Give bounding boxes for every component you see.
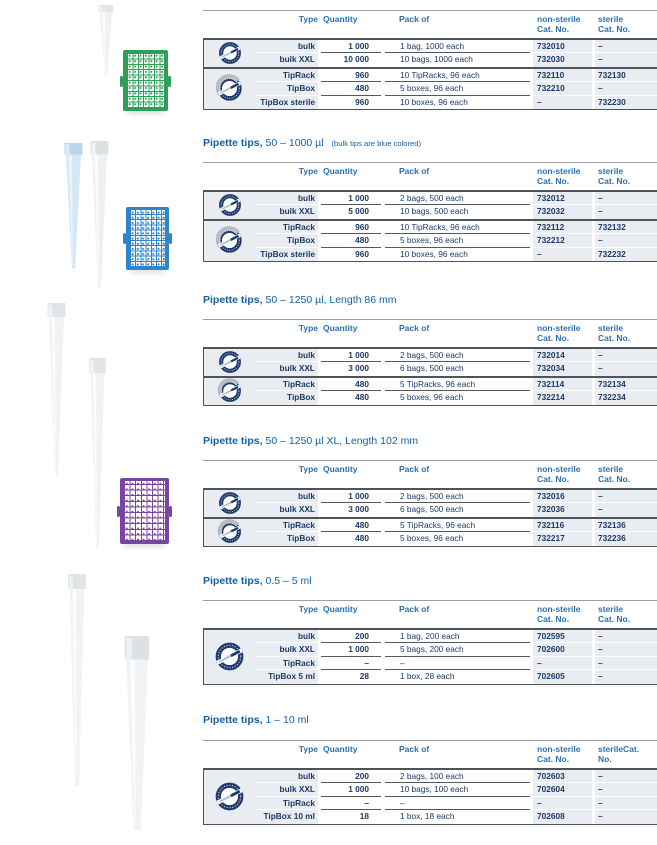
sterile-cat-no-cell: 732234 xyxy=(595,391,657,404)
non-sterile-cat-no-cell: – xyxy=(533,96,592,109)
type-cell: bulk xyxy=(255,630,318,643)
type-cell: bulk XXL xyxy=(255,643,318,656)
col-header-sterile: sterile Cat. No. xyxy=(598,14,631,34)
pack-of-cell: 10 boxes, 96 each xyxy=(400,248,468,259)
col-header-quantity: Quantity xyxy=(323,323,358,333)
quantity-cell: 28 xyxy=(359,671,369,682)
pipette-tip-medium-clear-image xyxy=(87,141,112,291)
non-sterile-cat-no-cell: 732112 xyxy=(533,221,592,234)
non-sterile-cat-no-cell: 702600 xyxy=(533,643,592,656)
quantity-cell: 1 000 xyxy=(321,490,381,503)
tiprack-blue-image xyxy=(126,207,169,270)
certified-quality-seal-icon xyxy=(204,192,255,219)
pack-of-cell: 2 bags, 100 each xyxy=(385,770,530,783)
quantity-cell: 480 xyxy=(321,234,381,247)
col-header-type: Type xyxy=(298,604,318,614)
col-header-non-sterile: non-sterile Cat. No. xyxy=(537,744,581,764)
sterile-cat-no-cell: 732232 xyxy=(595,248,657,261)
sterile-cat-no-cell: 732230 xyxy=(595,96,657,109)
type-cell: bulk xyxy=(255,490,318,503)
quantity-cell: 18 xyxy=(359,811,369,822)
sterile-cat-no-cell: – xyxy=(595,643,657,656)
type-cell: TipRack xyxy=(255,69,318,82)
bulk-group xyxy=(204,349,657,376)
pack-of-cell: 10 TipRacks, 96 each xyxy=(385,221,530,234)
bulk-group xyxy=(204,490,657,517)
type-cell: TipRack xyxy=(255,657,318,670)
pipette-tip-5ml-image xyxy=(64,574,90,788)
liquid-handling-quality-seal-icon xyxy=(204,69,255,109)
table-header xyxy=(203,319,657,347)
col-header-non-sterile: non-sterile Cat. No. xyxy=(537,166,581,186)
col-header-pack-of: Pack of xyxy=(399,604,430,614)
type-cell: bulk XXL xyxy=(255,205,318,218)
pack-of-cell: 1 box, 28 each xyxy=(400,671,455,682)
pipette-tip-long-86mm-image xyxy=(44,303,69,478)
rack-group xyxy=(204,67,657,109)
non-sterile-cat-no-cell: 702608 xyxy=(533,810,592,823)
quantity-cell: – xyxy=(321,657,381,670)
type-cell: bulk XXL xyxy=(255,362,318,375)
col-header-non-sterile: non-sterile Cat. No. xyxy=(537,14,581,34)
pack-of-cell: – xyxy=(385,797,530,810)
col-header-quantity: Quantity xyxy=(323,604,358,614)
sterile-cat-no-cell: – xyxy=(595,349,657,362)
non-sterile-cat-no-cell: 732012 xyxy=(533,192,592,205)
type-cell: TipRack xyxy=(255,221,318,234)
type-cell: TipBox sterile xyxy=(255,96,318,109)
pack-of-cell: 2 bags, 500 each xyxy=(385,349,530,362)
pack-of-cell: 10 boxes, 96 each xyxy=(400,96,468,107)
quantity-cell: 200 xyxy=(321,630,381,643)
pack-of-cell: 10 bags, 100 each xyxy=(385,783,530,796)
bulk-group xyxy=(204,770,657,824)
quantity-cell: 5 000 xyxy=(348,206,369,217)
pipette-tip-blue-image xyxy=(61,143,86,271)
type-cell: TipBox xyxy=(255,391,318,404)
non-sterile-cat-no-cell: 732034 xyxy=(533,362,592,375)
table-header xyxy=(203,740,657,768)
quantity-cell: 1 000 xyxy=(321,192,381,205)
type-cell: bulk XXL xyxy=(255,503,318,516)
col-header-pack-of: Pack of xyxy=(399,166,430,176)
table-title: Pipette tips, 50 – 1250 µl XL, Length 102 mm xyxy=(203,435,419,447)
table-title: Pipette tips, 1 – 10 ml xyxy=(203,714,309,726)
non-sterile-cat-no-cell: 732114 xyxy=(533,378,592,391)
col-header-quantity: Quantity xyxy=(323,14,358,24)
type-cell: TipRack xyxy=(255,378,318,391)
quantity-cell: 960 xyxy=(321,69,381,82)
quantity-cell: 480 xyxy=(321,378,381,391)
sterile-cat-no-cell: 732134 xyxy=(595,378,657,391)
bulk-group xyxy=(204,630,657,684)
pack-of-cell: 1 bag, 1000 each xyxy=(385,40,530,53)
col-header-sterile: sterile Cat. No. xyxy=(598,604,631,624)
non-sterile-cat-no-cell: 732110 xyxy=(533,69,592,82)
certified-quality-seal-icon xyxy=(204,490,255,517)
pack-of-cell: 6 bags, 500 each xyxy=(400,504,464,515)
tiprack-purple-image xyxy=(120,478,169,544)
pack-of-cell: 2 bags, 500 each xyxy=(385,490,530,503)
quantity-cell: 10 000 xyxy=(343,54,369,65)
col-header-type: Type xyxy=(298,14,318,24)
col-header-sterile: sterile Cat. No. xyxy=(598,464,631,484)
table-title: Pipette tips, 50 – 1000 µl (bulk tips are blue colored) xyxy=(203,137,422,149)
table-pipette-tips-05-5ml xyxy=(203,600,657,685)
table-pipette-tips-1-10ml xyxy=(203,740,657,825)
table-header xyxy=(203,460,657,488)
pipette-tip-10ml-image xyxy=(121,636,153,832)
table-pipette-tips-50-1000ul xyxy=(203,162,657,262)
table-header xyxy=(203,162,657,190)
type-cell: bulk xyxy=(255,192,318,205)
sterile-cat-no-cell: – xyxy=(595,670,657,683)
tiprack-green-image xyxy=(123,50,168,111)
table-pipette-tips-50-1250ul-86mm xyxy=(203,319,657,406)
quantity-cell: 1 000 xyxy=(321,349,381,362)
liquid-handling-quality-seal-icon xyxy=(204,221,255,261)
liquid-handling-quality-seal-icon xyxy=(204,378,255,405)
title-note: (bulk tips are blue colored) xyxy=(331,139,422,148)
type-cell: bulk xyxy=(255,40,318,53)
pack-of-cell: 5 TipRacks, 96 each xyxy=(385,519,530,532)
certified-quality-seal-icon xyxy=(204,770,255,824)
pack-of-cell: 5 bags, 200 each xyxy=(385,643,530,656)
quantity-cell: 480 xyxy=(355,392,369,403)
pack-of-cell: 10 TipRacks, 96 each xyxy=(385,69,530,82)
type-cell: bulk xyxy=(255,349,318,362)
pack-of-cell: 1 box, 18 each xyxy=(400,811,455,822)
sterile-cat-no-cell: 732236 xyxy=(595,532,657,545)
certified-quality-seal-icon xyxy=(204,630,255,684)
sterile-cat-no-cell: – xyxy=(595,192,657,205)
sterile-cat-no-cell: 732132 xyxy=(595,221,657,234)
sterile-cat-no-cell: – xyxy=(595,362,657,375)
table-pipette-tips-50-1250ul-102mm xyxy=(203,460,657,547)
quantity-cell: – xyxy=(321,797,381,810)
quantity-cell: 1 000 xyxy=(321,40,381,53)
pipette-tip-small-clear-image xyxy=(95,5,117,77)
table-title: Pipette tips, 50 – 1250 µl, Length 86 mm xyxy=(203,294,397,306)
col-header-non-sterile: non-sterile Cat. No. xyxy=(537,323,581,343)
col-header-quantity: Quantity xyxy=(323,464,358,474)
col-header-pack-of: Pack of xyxy=(399,744,430,754)
pack-of-cell: 6 bags, 500 each xyxy=(400,363,464,374)
quantity-cell: 960 xyxy=(355,248,369,259)
quantity-cell: 200 xyxy=(321,770,381,783)
quantity-cell: 480 xyxy=(321,519,381,532)
pack-of-cell: 10 bags, 1000 each xyxy=(400,54,473,65)
non-sterile-cat-no-cell: 702604 xyxy=(533,783,592,796)
col-header-sterile: sterileCat. No. xyxy=(598,744,640,764)
sterile-cat-no-cell: – xyxy=(595,490,657,503)
sterile-cat-no-cell: – xyxy=(595,783,657,796)
sterile-cat-no-cell: – xyxy=(595,205,657,218)
non-sterile-cat-no-cell: 732036 xyxy=(533,503,592,516)
pack-of-cell: 5 TipRacks, 96 each xyxy=(385,378,530,391)
table-title: Pipette tips, 0.5 – 5 ml xyxy=(203,575,312,587)
type-cell: TipRack xyxy=(255,797,318,810)
quantity-cell: 3 000 xyxy=(348,363,369,374)
rack-group xyxy=(204,219,657,261)
rack-group xyxy=(204,517,657,546)
type-cell: TipBox xyxy=(255,234,318,247)
type-cell: TipRack xyxy=(255,519,318,532)
non-sterile-cat-no-cell: 732010 xyxy=(533,40,592,53)
quantity-cell: 480 xyxy=(355,533,369,544)
non-sterile-cat-no-cell: – xyxy=(533,797,592,810)
non-sterile-cat-no-cell: 732016 xyxy=(533,490,592,503)
pipette-tip-long-102mm-image xyxy=(86,358,109,550)
type-cell: bulk XXL xyxy=(255,783,318,796)
pack-of-cell: 5 boxes, 96 each xyxy=(400,533,464,544)
non-sterile-cat-no-cell: 702605 xyxy=(533,670,592,683)
quantity-cell: 1 000 xyxy=(321,783,381,796)
type-cell: bulk xyxy=(255,770,318,783)
bulk-group xyxy=(204,192,657,219)
non-sterile-cat-no-cell: – xyxy=(533,248,592,261)
sterile-cat-no-cell: – xyxy=(595,503,657,516)
table-pipette-tips-1 xyxy=(203,10,657,110)
sterile-cat-no-cell: – xyxy=(595,657,657,670)
quantity-cell: 960 xyxy=(321,221,381,234)
sterile-cat-no-cell: 732136 xyxy=(595,519,657,532)
sterile-cat-no-cell: – xyxy=(595,797,657,810)
sterile-cat-no-cell: – xyxy=(595,810,657,823)
sterile-cat-no-cell: – xyxy=(595,40,657,53)
table-header xyxy=(203,600,657,628)
col-header-sterile: sterile Cat. No. xyxy=(598,323,631,343)
non-sterile-cat-no-cell: 732212 xyxy=(533,234,592,247)
col-header-type: Type xyxy=(298,166,318,176)
sterile-cat-no-cell: – xyxy=(595,234,657,247)
non-sterile-cat-no-cell: – xyxy=(533,657,592,670)
pack-of-cell: 5 boxes, 96 each xyxy=(385,234,530,247)
rack-group xyxy=(204,376,657,405)
col-header-non-sterile: non-sterile Cat. No. xyxy=(537,604,581,624)
pack-of-cell: 10 bags, 500 each xyxy=(400,206,469,217)
quantity-cell: 480 xyxy=(321,82,381,95)
pack-of-cell: 5 boxes, 96 each xyxy=(385,82,530,95)
col-header-quantity: Quantity xyxy=(323,166,358,176)
table-header xyxy=(203,10,657,38)
certified-quality-seal-icon xyxy=(204,40,255,67)
non-sterile-cat-no-cell: 732210 xyxy=(533,82,592,95)
col-header-pack-of: Pack of xyxy=(399,464,430,474)
col-header-type: Type xyxy=(298,323,318,333)
type-cell: TipBox 10 ml xyxy=(255,810,318,823)
non-sterile-cat-no-cell: 732030 xyxy=(533,53,592,66)
liquid-handling-quality-seal-icon xyxy=(204,519,255,546)
pack-of-cell: 5 boxes, 96 each xyxy=(400,392,464,403)
col-header-type: Type xyxy=(298,464,318,474)
quantity-cell: 3 000 xyxy=(348,504,369,515)
certified-quality-seal-icon xyxy=(204,349,255,376)
sterile-cat-no-cell: – xyxy=(595,82,657,95)
type-cell: bulk XXL xyxy=(255,53,318,66)
non-sterile-cat-no-cell: 732014 xyxy=(533,349,592,362)
pack-of-cell: 2 bags, 500 each xyxy=(385,192,530,205)
col-header-type: Type xyxy=(298,744,318,754)
sterile-cat-no-cell: – xyxy=(595,770,657,783)
col-header-non-sterile: non-sterile Cat. No. xyxy=(537,464,581,484)
quantity-cell: 1 000 xyxy=(321,643,381,656)
sterile-cat-no-cell: 732130 xyxy=(595,69,657,82)
col-header-pack-of: Pack of xyxy=(399,14,430,24)
non-sterile-cat-no-cell: 702595 xyxy=(533,630,592,643)
non-sterile-cat-no-cell: 702603 xyxy=(533,770,592,783)
sterile-cat-no-cell: – xyxy=(595,630,657,643)
quantity-cell: 960 xyxy=(355,96,369,107)
pack-of-cell: – xyxy=(385,657,530,670)
sterile-cat-no-cell: – xyxy=(595,53,657,66)
non-sterile-cat-no-cell: 732032 xyxy=(533,205,592,218)
bulk-group xyxy=(204,40,657,67)
type-cell: TipBox xyxy=(255,532,318,545)
type-cell: TipBox xyxy=(255,82,318,95)
non-sterile-cat-no-cell: 732217 xyxy=(533,532,592,545)
pack-of-cell: 1 bag, 200 each xyxy=(385,630,530,643)
col-header-sterile: sterile Cat. No. xyxy=(598,166,631,186)
non-sterile-cat-no-cell: 732214 xyxy=(533,391,592,404)
col-header-quantity: Quantity xyxy=(323,744,358,754)
type-cell: TipBox 5 ml xyxy=(255,670,318,683)
col-header-pack-of: Pack of xyxy=(399,323,430,333)
non-sterile-cat-no-cell: 732116 xyxy=(533,519,592,532)
type-cell: TipBox sterile xyxy=(255,248,318,261)
